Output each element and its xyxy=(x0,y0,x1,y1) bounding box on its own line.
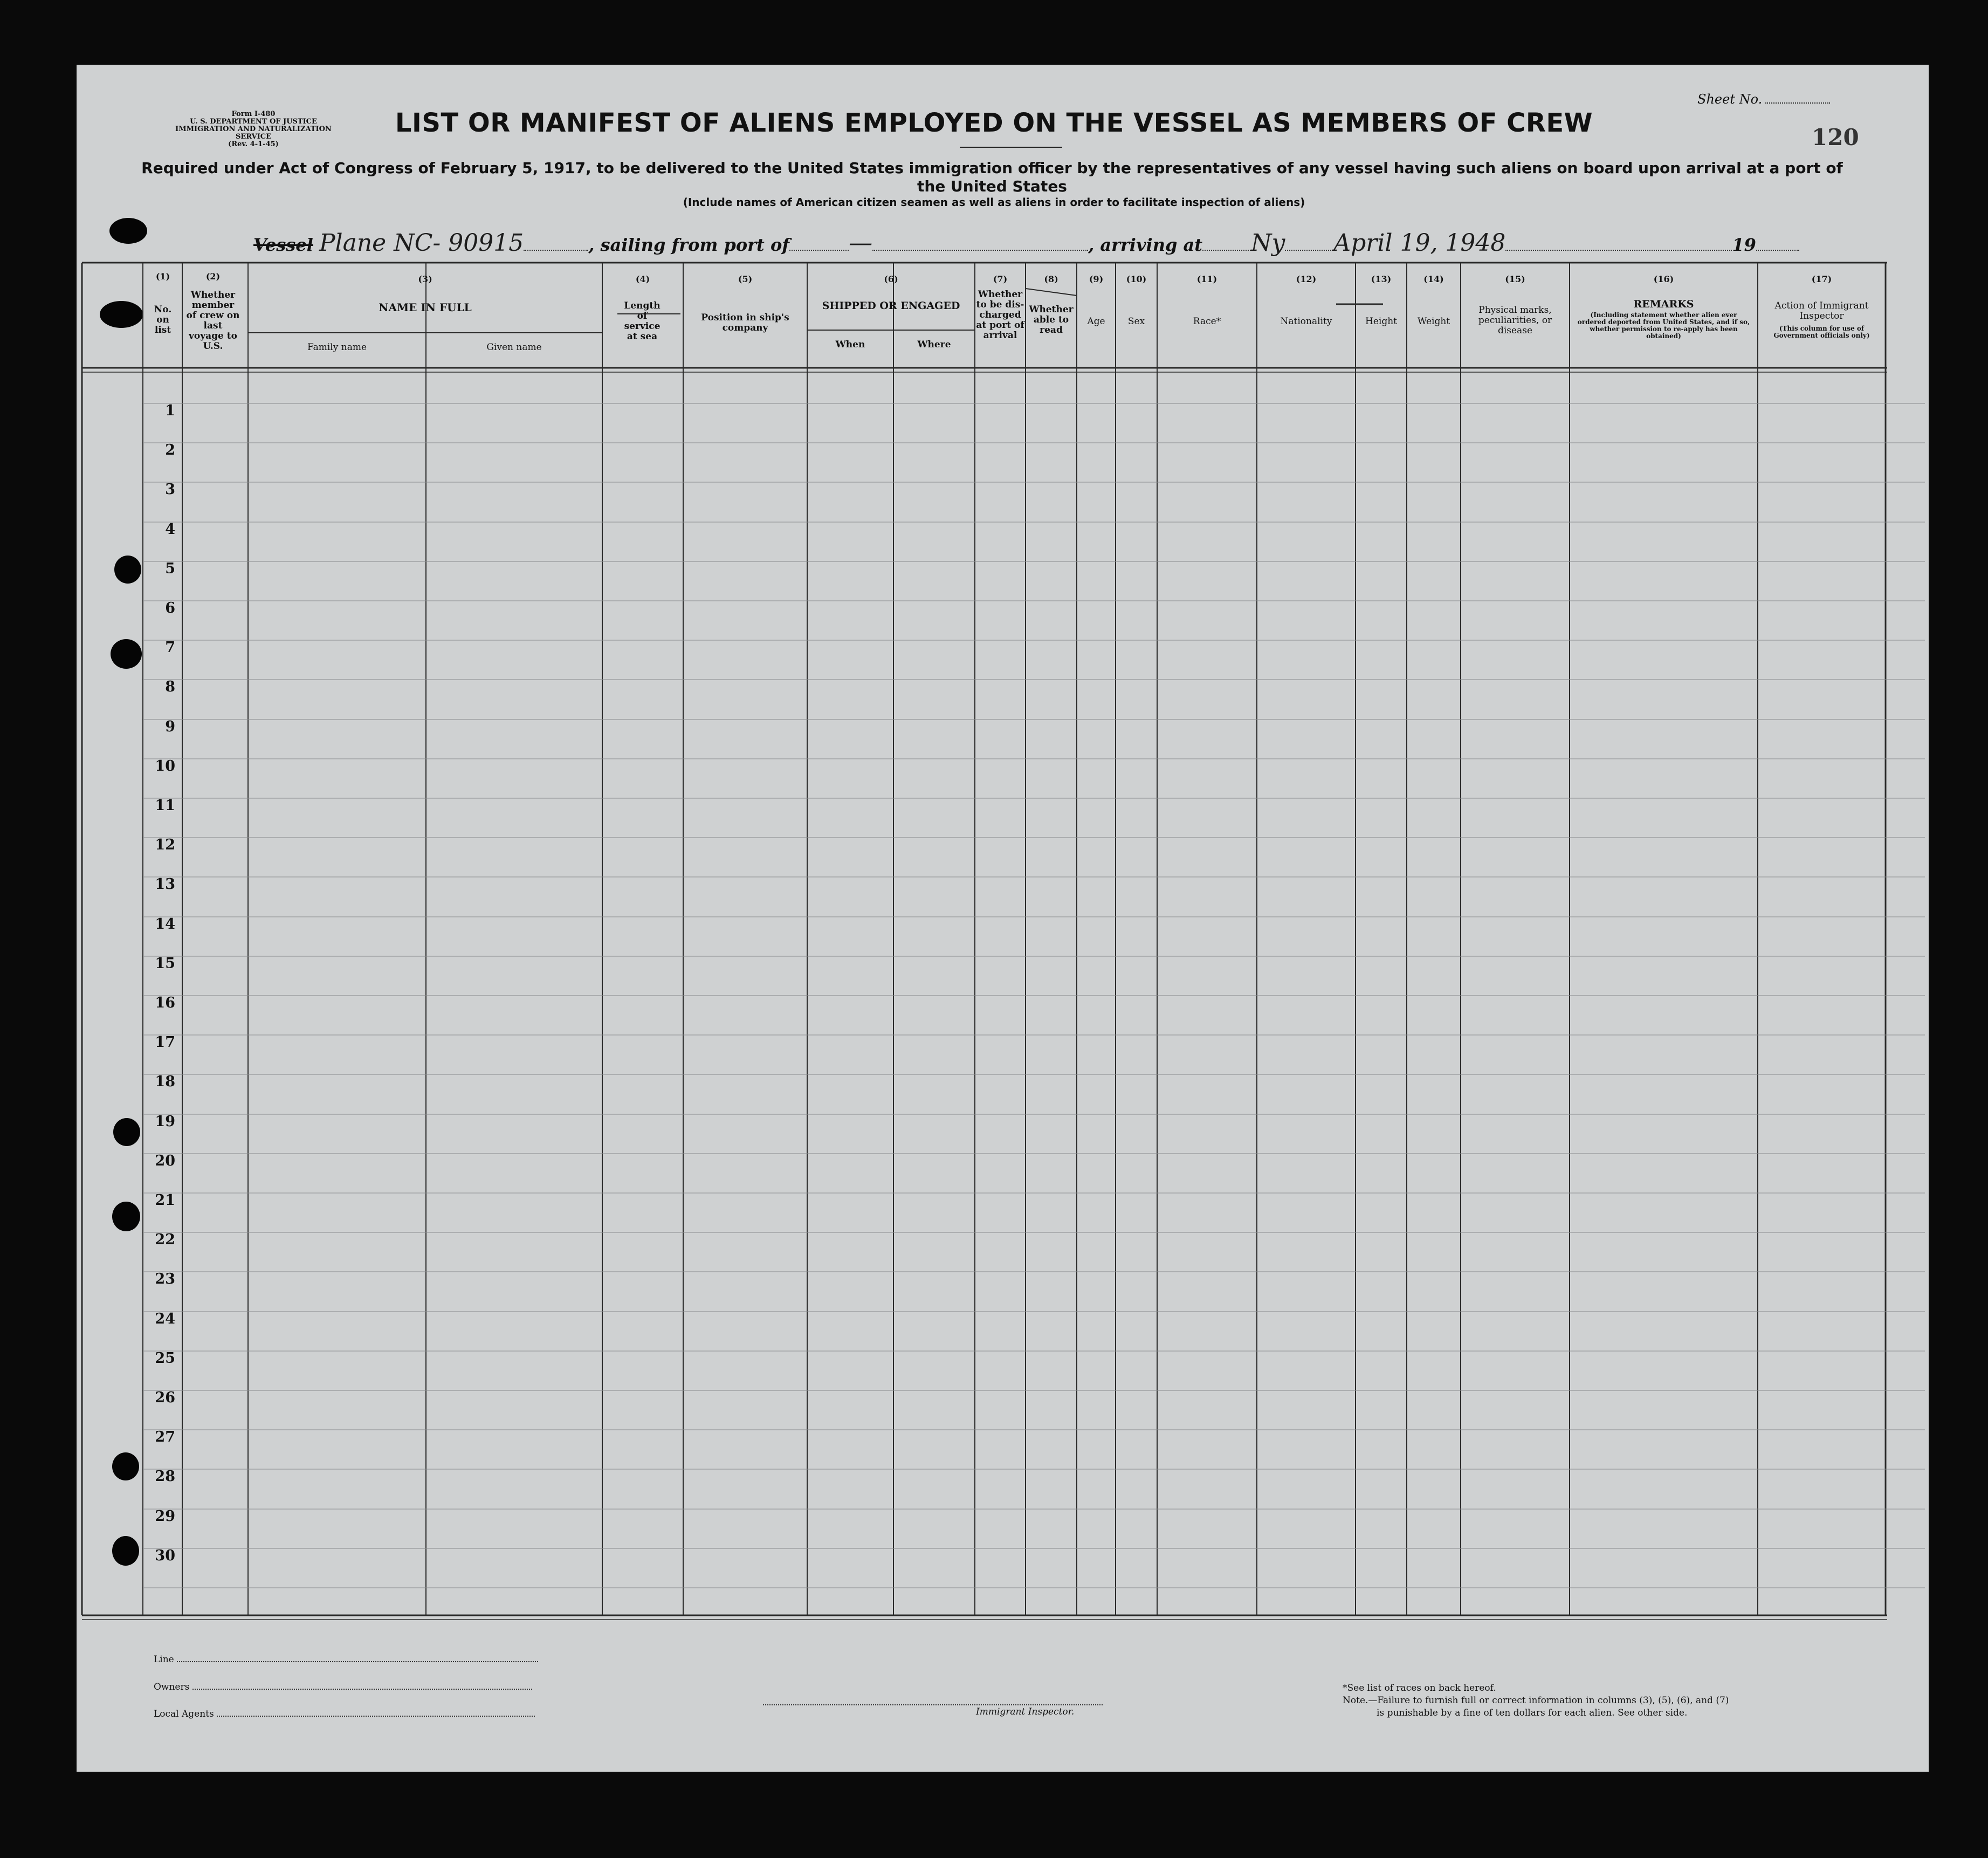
inspector-signature-line xyxy=(763,1704,1103,1705)
col3-header: NAME IN FULL xyxy=(379,301,472,314)
penalty-note-line1: Note.—Failure to furnish full or correct information in columns (3), (5), (6), and (7) xyxy=(1343,1695,1729,1706)
vessel-value: Plane NC- 90915 xyxy=(319,229,524,257)
col4-number: (4) xyxy=(635,274,650,284)
col14-header: Weight xyxy=(1417,316,1450,327)
col17-number: (17) xyxy=(1811,274,1832,284)
row-number: 29 xyxy=(155,1508,175,1525)
row-number: 4 xyxy=(165,521,175,538)
col1-number: (1) xyxy=(155,271,170,282)
col8-number: (8) xyxy=(1044,274,1058,284)
col6-number: (6) xyxy=(884,274,898,284)
immigrant-inspector-label: Immigrant Inspector. xyxy=(976,1706,1075,1717)
col16-header: REMARKS xyxy=(1633,298,1694,310)
col9-header: Age xyxy=(1087,316,1105,327)
arriving-label: , arriving at xyxy=(1088,235,1202,255)
row-number: 14 xyxy=(155,916,175,933)
where-header: Where xyxy=(917,339,951,350)
row-number: 3 xyxy=(165,481,175,498)
local-agents-field: Local Agents xyxy=(154,1708,535,1719)
row-number: 10 xyxy=(155,758,175,774)
col12-header: Nationality xyxy=(1280,316,1332,327)
col11-number: (11) xyxy=(1196,274,1217,284)
row-number: 20 xyxy=(155,1153,175,1169)
row-number: 28 xyxy=(155,1468,175,1485)
form-identifier: Form I-480 U. S. DEPARTMENT OF JUSTICE IMMIGRATION AND NATURALIZATION SERVICE (Rev. 4-1-45) xyxy=(175,110,332,148)
row-number: 5 xyxy=(165,560,175,577)
col15-header: Physical marks, peculiarities, or disease xyxy=(1478,305,1552,336)
row-number: 16 xyxy=(155,995,175,1011)
row-number: 1 xyxy=(165,402,175,419)
sailing-value: — xyxy=(849,229,873,257)
row-number: 18 xyxy=(155,1073,175,1090)
col2-header: Whether member of crew on last voyage to U.S. xyxy=(186,290,240,352)
col16-note: (Including statement whether alien ever ordered deported from United States, and if so, whether permission to re-apply has been obtained) xyxy=(1577,311,1750,340)
document-subtitle: Required under Act of Congress of February 5, 1917, to be delivered to the United States immigration officer by the representatives of any vessel having such aliens on board upon arrival at a port of the United States xyxy=(141,159,1843,195)
row-number: 8 xyxy=(165,678,175,695)
owners-field: Owners xyxy=(154,1681,532,1692)
col2-number: (2) xyxy=(205,271,221,282)
row-number: 30 xyxy=(155,1547,175,1564)
col10-header: Sex xyxy=(1127,316,1145,327)
row-number: 21 xyxy=(155,1192,175,1209)
row-number: 17 xyxy=(155,1034,175,1051)
col16-number: (16) xyxy=(1653,274,1674,284)
col5-number: (5) xyxy=(738,274,753,284)
row-number: 27 xyxy=(155,1429,175,1445)
line-field: Line xyxy=(154,1654,538,1665)
col12-number: (12) xyxy=(1296,274,1317,284)
row-number: 19 xyxy=(155,1113,175,1130)
col8-header: Whether able to read xyxy=(1029,304,1074,335)
col11-header: Race* xyxy=(1193,316,1221,327)
row-number: 12 xyxy=(155,837,175,853)
when-header: When xyxy=(835,339,865,350)
row-number: 13 xyxy=(155,876,175,893)
instruction-text: (Include names of American citizen seamen as well as aliens in order to facilitate inspection of aliens) xyxy=(683,196,1305,209)
col17-header: Action of Immigrant Inspector xyxy=(1774,300,1869,321)
vessel-label: Vessel xyxy=(253,235,313,255)
date-value: April 19, 1948 xyxy=(1333,229,1506,257)
sheet-number: Sheet No. xyxy=(1697,92,1830,107)
document-title: LIST OR MANIFEST OF ALIENS EMPLOYED ON THE VESSEL AS MEMBERS OF CREW xyxy=(395,108,1593,138)
given-name-header: Given name xyxy=(486,342,542,353)
row-number: 24 xyxy=(155,1311,175,1327)
row-number: 22 xyxy=(155,1231,175,1248)
col7-header: Whether to be dis-charged at port of arrival xyxy=(976,289,1024,341)
col6-header: SHIPPED OR ENGAGED xyxy=(822,300,960,312)
col15-number: (15) xyxy=(1505,274,1525,284)
col17-note: (This column for use of Government officials only) xyxy=(1773,325,1870,339)
col9-number: (9) xyxy=(1089,274,1104,284)
year-label: 19 xyxy=(1732,235,1756,255)
races-note: *See list of races on back hereof. xyxy=(1343,1683,1496,1694)
page-stamp: 120 xyxy=(1812,124,1859,150)
family-name-header: Family name xyxy=(307,342,367,353)
col4-header: Length of service at sea xyxy=(624,300,661,342)
col7-number: (7) xyxy=(993,274,1008,284)
penalty-note-line2: is punishable by a fine of ten dollars for each alien. See other side. xyxy=(1377,1708,1688,1718)
col1-header: No. on list xyxy=(154,304,172,335)
row-number: 6 xyxy=(165,600,175,616)
row-number: 26 xyxy=(155,1389,175,1406)
row-number: 2 xyxy=(165,442,175,458)
col14-number: (14) xyxy=(1423,274,1444,284)
row-number: 15 xyxy=(155,955,175,972)
col13-number: (13) xyxy=(1371,274,1392,284)
row-number: 23 xyxy=(155,1271,175,1287)
col3-number: (3) xyxy=(418,274,432,284)
arriving-value: Ny xyxy=(1251,229,1285,257)
sailing-label: , sailing from port of xyxy=(588,235,790,255)
col5-header: Position in ship's company xyxy=(701,312,789,333)
row-number: 7 xyxy=(165,639,175,656)
row-number: 11 xyxy=(155,797,175,814)
row-number: 9 xyxy=(165,718,175,735)
col10-number: (10) xyxy=(1126,274,1147,284)
row-number: 25 xyxy=(155,1350,175,1367)
col13-header: Height xyxy=(1365,316,1397,327)
